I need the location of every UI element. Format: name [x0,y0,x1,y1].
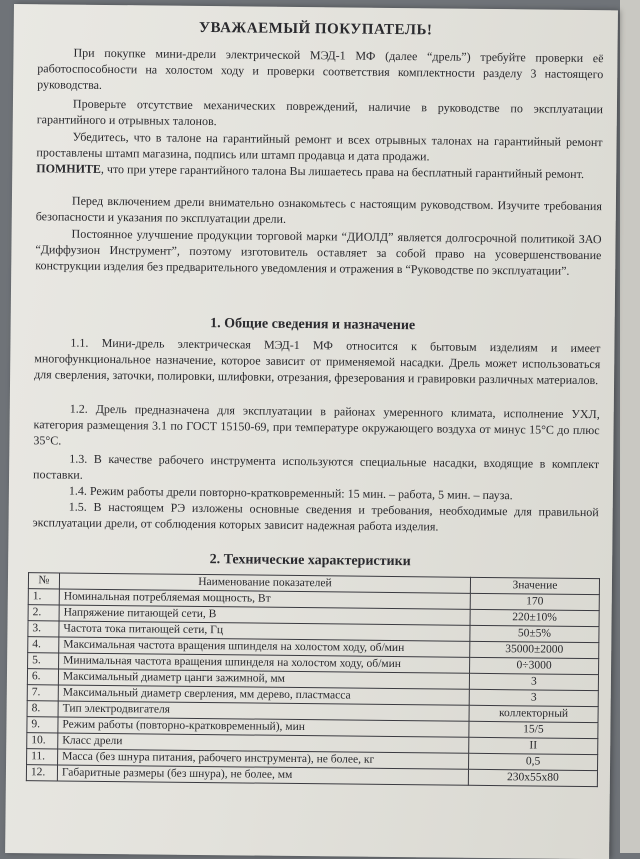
intro-paragraph: При покупке мини-дрели электрической МЭД-1 МФ (далее “дрель”) требуйте проверки её работоспособности на холостом ходу и проверки соответствия комплектности разделу 3 настоящего руководства. [37,45,604,92]
row-number: 12. [26,765,57,781]
row-number: 7. [27,685,58,701]
row-value: 3 [469,673,598,690]
row-parameter: Масса (без шнура питания, рабочего инструмента), не более, кг [58,749,469,769]
row-number: 8. [27,701,58,717]
row-parameter: Максимальная частота вращения шпинделя на холостом ходу, об/мин [59,637,470,657]
section-2-title: 2. Технические характеристики [209,552,411,570]
row-value: 35000±2000 [470,641,599,658]
header-value: Значение [470,577,599,594]
row-number: 3. [28,621,59,637]
row-parameter: Тип электродвигателя [58,701,469,721]
remember-text: , что при утере гарантийного талона Вы лишаетесь права на бесплатный гарантийный ремонт. [100,161,585,181]
intro-paragraph: Постоянное улучшение продукции торговой марки “ДИОЛД” является долгосрочной политикой ЗАО “Диффузион Инструмент”, поэтому изготовитель оставляет за собой право на усовершенствование конструкции изделия без предварительного уведомления и отражения в “Руководстве по эксплуатации”. [35,226,602,278]
spec-table [26,572,600,787]
row-value: 0÷3000 [470,657,599,674]
row-number: 1. [28,589,59,605]
row-parameter: Напряжение питающей сети, В [59,605,470,625]
header-parameter: Наименование показателей [59,573,470,593]
row-value: 230х55х80 [468,769,597,786]
manual-page [5,4,618,859]
row-value: 3 [469,689,598,706]
row-value: 0,5 [469,753,598,770]
header-number: № [28,573,59,589]
row-parameter: Максимальный диаметр сверления, мм дерево, пластмасса [58,685,469,705]
section-1-item: 1.3. В качестве рабочего инструмента используются специальные насадки, входящие в комплект поставки. [33,451,600,482]
intro-paragraph: Проверьте отсутствие механических повреждений, наличие в руководстве по эксплуатации гарантийного и отрывных талонов. [36,96,604,129]
next-page-edge [620,0,640,853]
row-parameter: Минимальная частота вращения шпинделя на холостом ходу, об/мин [59,653,470,673]
section-1-item: 1.5. В настоящем РЭ изложены основные сведения и требования, необходимые для правильной эксплуатации дрели, от соблюдения которых зависит надежная работа изделия. [32,499,599,534]
row-number: 11. [27,749,58,765]
row-number: 6. [27,669,58,685]
row-value: коллекторный [469,705,598,722]
row-value: 50±5% [470,625,599,642]
section-1-item: 1.1. Мини-дрель электрическая МЭД-1 МФ относится к бытовым изделиям и имеет многофункциональное назначение, которое зависит от применяемой насадки. Дрель может использоваться для сверления, заточки, полировки, шлифовки, отрезания, фрезерования и гравировки различных материалов. [34,335,601,388]
intro-paragraph: Убедитесь, что в талоне на гарантийный ремонт и всех отрывных талонах на гарантийный ремонт проставлены штамп магазина, подпись или штамп продавца и дата продажи. [36,129,603,164]
row-number: 5. [28,653,59,669]
page-title: УВАЖАЕМЫЙ ПОКУПАТЕЛЬ! [198,19,433,39]
row-value: 170 [470,593,599,610]
row-parameter: Максимальный диаметр цанги зажимной, мм [58,669,469,689]
row-value: 220±10% [470,609,599,626]
row-parameter: Частота тока питающей сети, Гц [59,621,470,641]
row-parameter: Режим работы (повторно-кратковременный), мин [58,717,469,737]
row-parameter: Класс дрели [58,733,469,753]
row-parameter: Габаритные размеры (без шнура), не более, мм [57,765,468,785]
intro-paragraph: Перед включением дрели внимательно ознакомьтесь с настоящим руководством. Изучите требования безопасности и указания по эксплуатации дрели. [35,193,602,226]
row-number: 2. [28,605,59,621]
remember-word: ПОМНИТЕ [36,161,102,176]
row-number: 9. [27,717,58,733]
section-1-title: 1. Общие сведения и назначение [210,316,416,334]
section-1-item: 1.4. Режим работы дрели повторно-кратковременный: 15 мин. – работа, 5 мин. – пауза. [68,483,513,503]
row-parameter: Номинальная потребляемая мощность, Вт [59,589,470,609]
section-1-item: 1.2. Дрель предназначена для эксплуатации в районах умеренного климата, исполнение УХЛ, категория размещения 3.1 по ГОСТ 15150-69, при температуре окружающего воздуха от минус 15°С до плюс 35°С. [33,401,600,448]
row-number: 10. [27,733,58,749]
row-value: 15/5 [469,721,598,738]
row-value: II [469,737,598,754]
row-number: 4. [28,637,59,653]
